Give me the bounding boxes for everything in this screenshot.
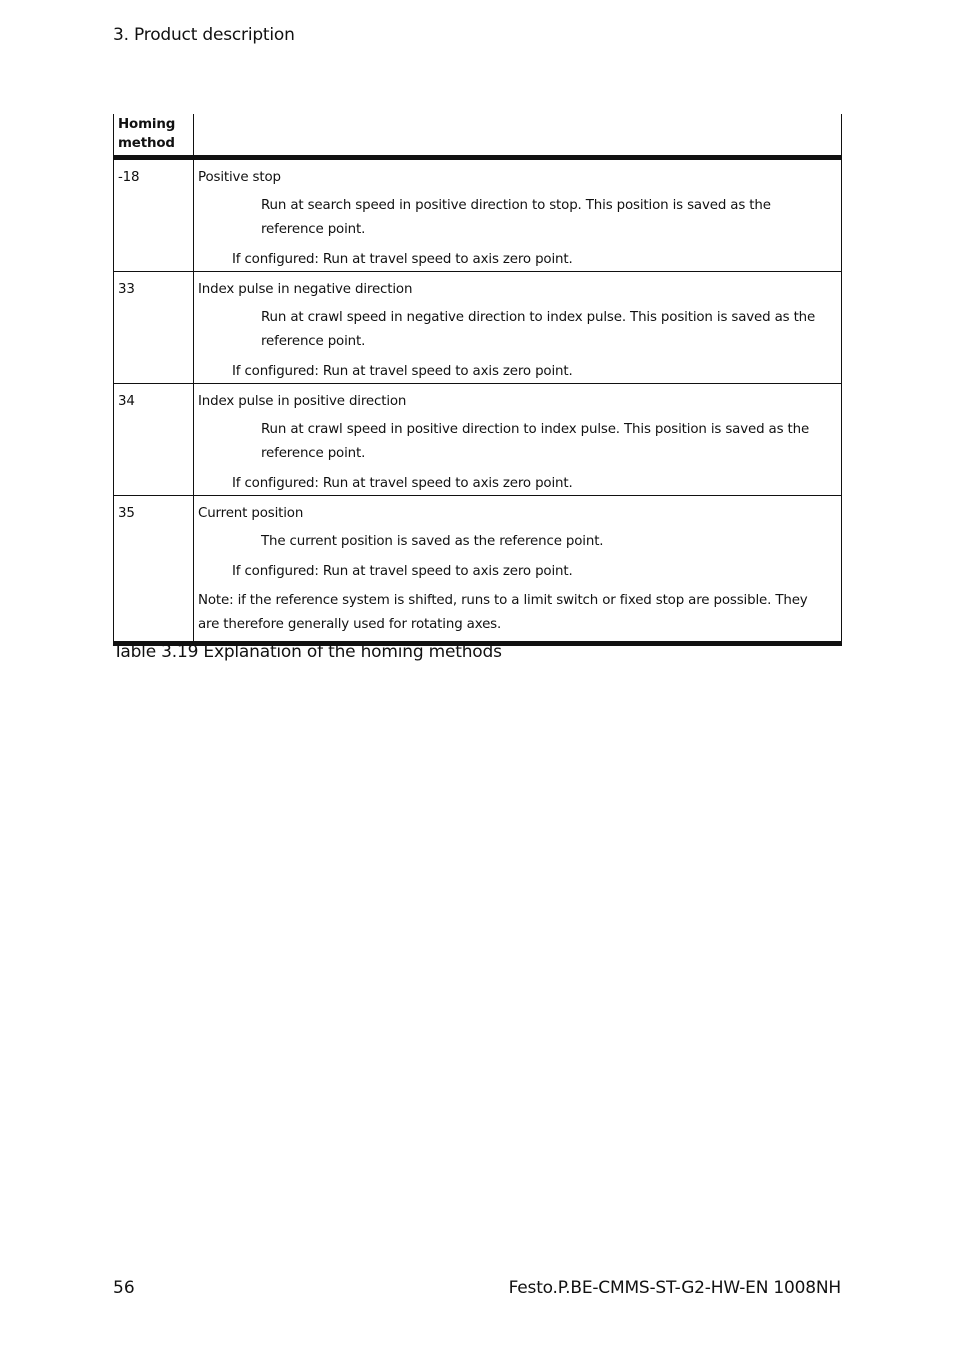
- method-note: Note: if the reference system is shifted, runs to a limit switch or fixed stop are possible. They are therefore generally used for rotating axes.: [198, 593, 808, 632]
- table-row: [114, 272, 842, 384]
- method-step: The current position is saved as the reference point.: [261, 534, 604, 549]
- column-header-description: [194, 114, 842, 158]
- homing-method-code: -18: [114, 158, 194, 272]
- homing-method-description: [194, 272, 842, 384]
- method-title: Index pulse in negative direction: [198, 282, 413, 297]
- table-header-row: [114, 114, 842, 158]
- homing-method-description: [194, 384, 842, 496]
- homing-methods-table: [113, 114, 842, 646]
- method-configured-note: If configured: Run at travel speed to axis zero point.: [232, 564, 573, 579]
- table-caption: Table 3.19 Explanation of the homing methods: [113, 642, 502, 662]
- homing-method-code: 33: [114, 272, 194, 384]
- column-header-homing-method: Homing method: [114, 114, 194, 158]
- table-row: [114, 496, 842, 644]
- method-step: Run at crawl speed in negative direction to index pulse. This position is saved as the reference point.: [261, 310, 816, 349]
- method-step: Run at crawl speed in positive direction to index pulse. This position is saved as the reference point.: [261, 422, 810, 461]
- table-row: [114, 384, 842, 496]
- homing-method-description: [194, 158, 842, 272]
- section-header: 3. Product description: [113, 25, 295, 45]
- method-configured-note: If configured: Run at travel speed to axis zero point.: [232, 252, 573, 267]
- homing-method-code: 34: [114, 384, 194, 496]
- document-id: Festo.P.BE-CMMS-ST-G2-HW-EN 1008NH: [508, 1278, 841, 1298]
- method-title: Index pulse in positive direction: [198, 394, 407, 409]
- homing-method-code: 35: [114, 496, 194, 644]
- method-title: Current position: [198, 506, 304, 521]
- table-row: [114, 158, 842, 272]
- homing-method-description: [194, 496, 842, 644]
- method-configured-note: If configured: Run at travel speed to axis zero point.: [232, 364, 573, 379]
- method-step: Run at search speed in positive direction to stop. This position is saved as the reference point.: [261, 198, 771, 237]
- method-configured-note: If configured: Run at travel speed to axis zero point.: [232, 476, 573, 491]
- method-title: Positive stop: [198, 170, 281, 185]
- page-number: 56: [113, 1278, 135, 1298]
